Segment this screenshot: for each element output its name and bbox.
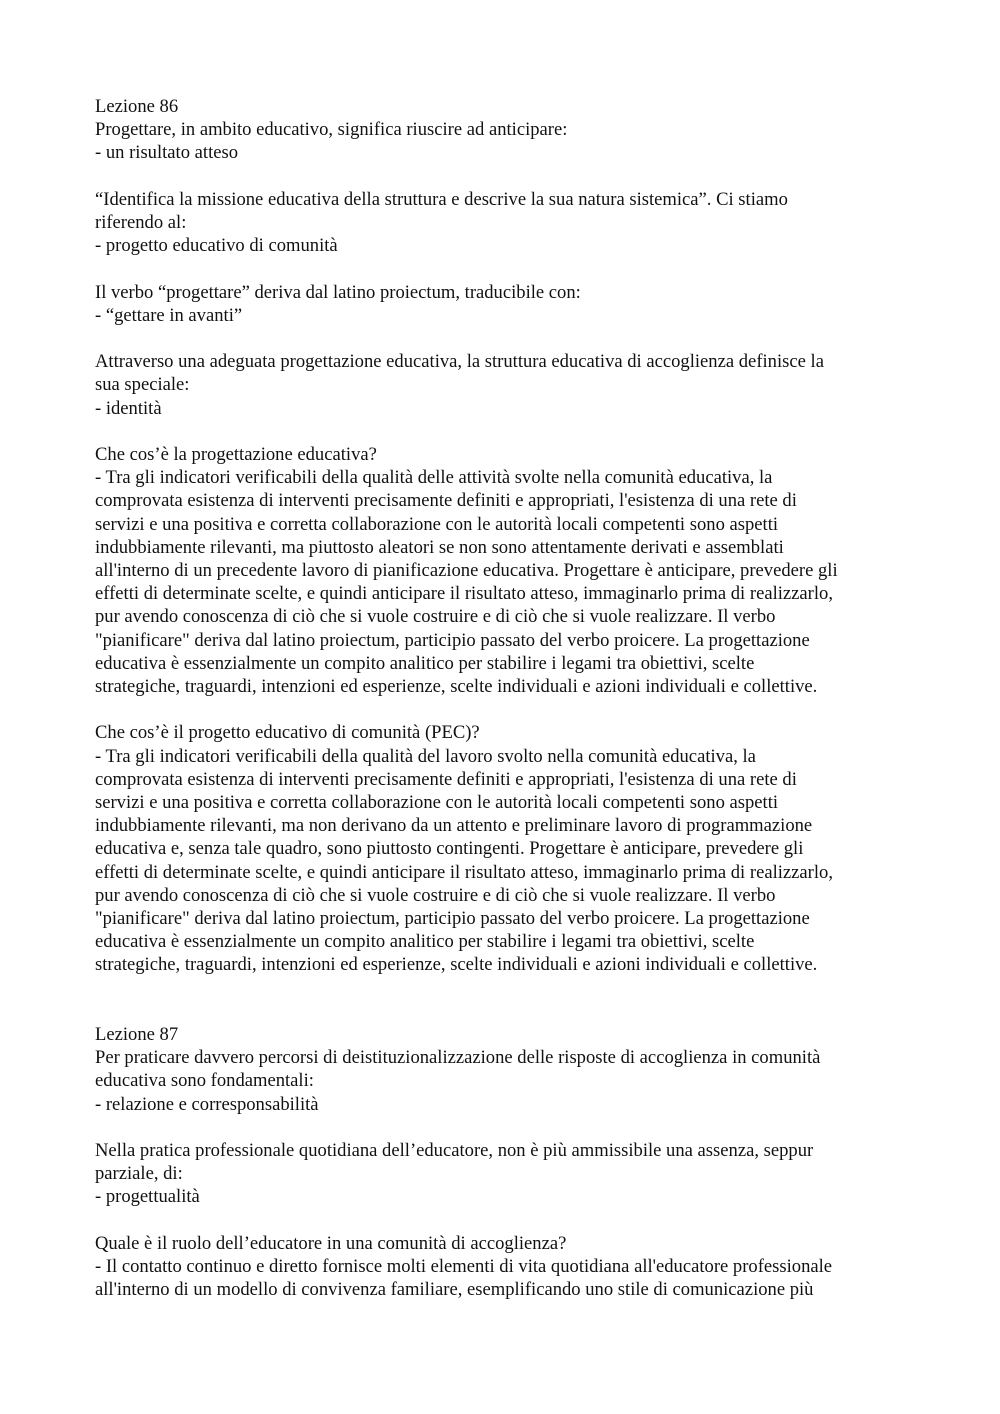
- paragraph-gap: [95, 698, 910, 721]
- question-text: Per praticare davvero percorsi di deistituzionalizzazione delle risposte di accoglienza in comunità: [95, 1047, 821, 1069]
- answer-line: pur avendo conoscenza di ciò che si vuole costruire e di ciò che si vuole realizzare. Il verbo: [95, 884, 776, 906]
- answer-line: indubbiamente rilevanti, ma piuttosto aleatori se non sono attentamente derivati e assemblati: [95, 536, 784, 558]
- paragraph-gap: [95, 327, 910, 350]
- paragraph-gap: [95, 1209, 910, 1232]
- question-text: parziale, di:: [95, 1163, 183, 1185]
- answer-line: indubbiamente rilevanti, ma non derivano da un attento e preliminare lavoro di programmazione: [95, 815, 813, 837]
- question-text: Quale è il ruolo dell’educatore in una comunità di accoglienza?: [95, 1232, 567, 1254]
- answer-line: all'interno di un modello di convivenza familiare, esemplificando uno stile di comunicazione più: [95, 1279, 814, 1301]
- question-text: Progettare, in ambito educativo, significa riuscire ad anticipare:: [95, 119, 568, 141]
- lesson-87-heading: Lezione 87: [95, 1024, 179, 1046]
- answer-line: - Tra gli indicatori verificabili della qualità del lavoro svolto nella comunità educativa, la: [95, 745, 756, 767]
- answer-text: - un risultato atteso: [95, 142, 239, 164]
- answer-text: - progettualità: [95, 1186, 200, 1208]
- question-text: riferendo al:: [95, 212, 187, 233]
- section-gap: [95, 977, 910, 1023]
- answer-line: effetti di determinate scelte, e quindi anticipare il risultato atteso, immaginarlo prima di realizzarlo,: [95, 861, 833, 883]
- paragraph-gap: [95, 165, 910, 188]
- question-text: Attraverso una adeguata progettazione educativa, la struttura educativa di accoglienza definisce la: [95, 351, 824, 373]
- question-text: Nella pratica professionale quotidiana dell’educatore, non è più ammissibile una assenza, seppur: [95, 1140, 814, 1162]
- answer-line: pur avendo conoscenza di ciò che si vuole costruire e di ciò che si vuole realizzare. Il verbo: [95, 606, 776, 628]
- paragraph-gap: [95, 257, 910, 280]
- question-text: Che cos’è il progetto educativo di comunità (PEC)?: [95, 722, 480, 744]
- answer-line: - Tra gli indicatori verificabili della qualità delle attività svolte nella comunità educativa, la: [95, 467, 773, 489]
- answer-line: comprovata esistenza di interventi precisamente definiti e appropriati, l'esistenza di una rete di: [95, 768, 797, 790]
- question-text: sua speciale:: [95, 374, 190, 396]
- answer-line: effetti di determinate scelte, e quindi anticipare il risultato atteso, immaginarlo prima di realizzarlo,: [95, 583, 833, 605]
- answer-line: servizi e una positiva e corretta collaborazione con le autorità locali competenti sono aspetti: [95, 513, 779, 535]
- answer-line: "pianificare" deriva dal latino proiectum, participio passato del verbo proicere. La progettazione: [95, 908, 810, 930]
- question-text: Che cos’è la progettazione educativa?: [95, 443, 377, 465]
- question-text: educativa sono fondamentali:: [95, 1070, 314, 1092]
- paragraph-gap: [95, 1116, 910, 1139]
- answer-line: all'interno di un precedente lavoro di pianificazione educativa. Progettare è anticipare, prevedere gli: [95, 560, 838, 581]
- answer-line: comprovata esistenza di interventi precisamente definiti e appropriati, l'esistenza di una rete di: [95, 490, 797, 512]
- answer-text: - “gettare in avanti”: [95, 304, 243, 326]
- question-text: “Identifica la missione educativa della struttura e descrive la sua natura sistemica”. Ci stiamo: [95, 188, 788, 210]
- paragraph-gap: [95, 420, 910, 443]
- question-text: Il verbo “progettare” deriva dal latino proiectum, traducibile con:: [95, 281, 581, 303]
- answer-text: - identità: [95, 397, 162, 419]
- answer-line: "pianificare" deriva dal latino proiectum, participio passato del verbo proicere. La progettazione: [95, 629, 810, 651]
- lesson-86-heading: Lezione 86: [95, 96, 179, 117]
- answer-line: strategiche, traguardi, intenzioni ed esperienze, scelte individuali e azioni individuali e collettive.: [95, 676, 818, 698]
- answer-line: educativa e, senza tale quadro, sono piuttosto contingenti. Progettare è anticipare, prevedere gli: [95, 838, 804, 860]
- answer-text: - relazione e corresponsabilità: [95, 1093, 319, 1115]
- document-page: [95, 95, 910, 1301]
- answer-text: - progetto educativo di comunità: [95, 235, 338, 257]
- answer-line: - Il contatto continuo e diretto fornisce molti elementi di vita quotidiana all'educatore professionale: [95, 1256, 833, 1278]
- answer-line: strategiche, traguardi, intenzioni ed esperienze, scelte individuali e azioni individuali e collettive.: [95, 954, 818, 976]
- answer-line: servizi e una positiva e corretta collaborazione con le autorità locali competenti sono aspetti: [95, 792, 779, 814]
- answer-line: educativa è essenzialmente un compito analitico per stabilire i legami tra obiettivi, scelte: [95, 931, 755, 953]
- answer-line: educativa è essenzialmente un compito analitico per stabilire i legami tra obiettivi, scelte: [95, 652, 755, 674]
